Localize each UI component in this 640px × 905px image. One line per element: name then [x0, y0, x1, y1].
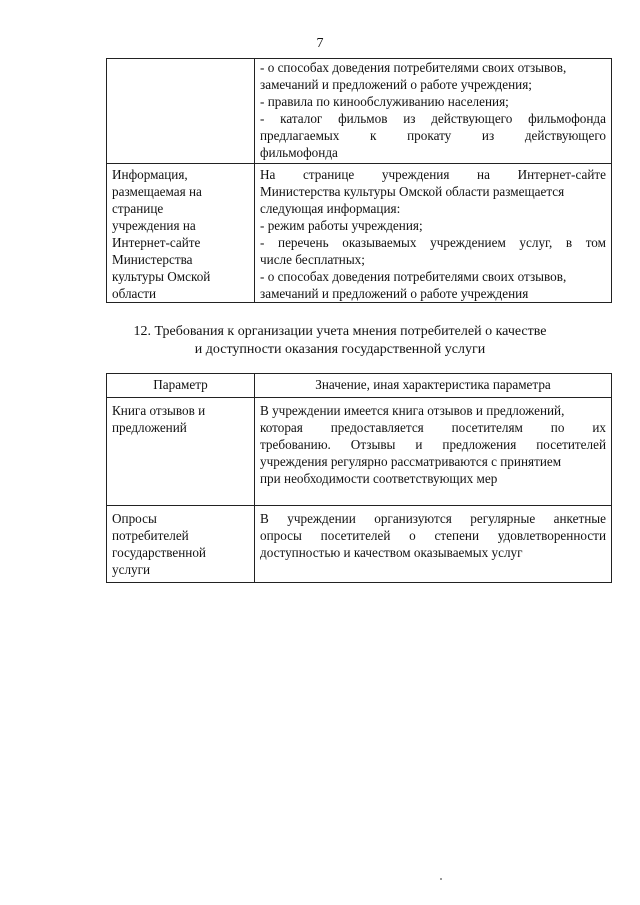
text-line: - о способах доведения потребителями своих отзывов, [260, 269, 567, 284]
label-line: услуги [112, 562, 151, 577]
page-number: 7 [316, 36, 324, 51]
text-line: которая предоставляется посетителям по их [260, 420, 606, 435]
value-cell [255, 506, 612, 583]
text-line: - правила по кинообслуживанию населения; [260, 94, 509, 109]
label-line: культуры Омской [112, 269, 211, 284]
label-line: потребителей [112, 528, 189, 543]
label-line: размещаемая на [112, 184, 202, 199]
label-line: Опросы [112, 511, 157, 526]
table-row [107, 164, 612, 303]
table-row [107, 398, 612, 506]
text-line: учреждения регулярно рассматриваются с принятием [260, 454, 562, 469]
table-header-row [107, 374, 612, 398]
text-line: при необходимости соответствующих мер [260, 471, 498, 486]
text-line: предлагаемых к прокату из действующего [260, 128, 606, 143]
label-line: Информация, [112, 167, 188, 182]
heading-line: и доступности оказания государственной услуги [194, 342, 486, 357]
value-cell [255, 398, 612, 506]
text-line: требованию. Отзывы и предложения посетителей [260, 437, 606, 452]
section-heading [100, 323, 580, 359]
param-cell [107, 59, 255, 164]
text-line: доступностью и качеством оказываемых услуг [260, 545, 523, 560]
text-line: - перечень оказываемых учреждением услуг, в том [260, 235, 606, 250]
text-line: числе бесплатных; [260, 252, 365, 267]
column-header-value: Значение, иная характеристика параметра [255, 374, 612, 398]
column-header-param: Параметр [107, 374, 255, 398]
label-line: государственной [112, 545, 206, 560]
table-row [107, 506, 612, 583]
text-line: - режим работы учреждения; [260, 218, 423, 233]
text-line: - каталог фильмов из действующего фильмофонда [260, 111, 606, 126]
text-line: В учреждении организуются регулярные анкетные [260, 511, 606, 526]
text-line: следующая информация: [260, 201, 401, 216]
value-cell [255, 164, 612, 303]
label-line: предложений [112, 420, 187, 435]
param-cell [107, 164, 255, 303]
text-line: опросы посетителей о степени удовлетворенности [260, 528, 606, 543]
label-line: учреждения на [112, 218, 196, 233]
scan-speck [440, 878, 442, 880]
text-line: фильмофонда [260, 145, 338, 160]
text-line: Министерства культуры Омской области размещается [260, 184, 565, 199]
value-cell [255, 59, 612, 164]
info-table [106, 58, 612, 303]
label-line: области [112, 286, 157, 301]
param-cell [107, 398, 255, 506]
label-line: Книга отзывов и [112, 403, 206, 418]
text-line: замечаний и предложений о работе учреждения; [260, 77, 532, 92]
label-line: Министерства [112, 252, 193, 267]
text-line: замечаний и предложений о работе учреждения [260, 286, 529, 301]
table-row [107, 59, 612, 164]
text-line: - о способах доведения потребителями своих отзывов, [260, 60, 567, 75]
text-line: На странице учреждения на Интернет-сайте [260, 167, 606, 182]
param-cell [107, 506, 255, 583]
heading-line: 12. Требования к организации учета мнения потребителей о качестве [133, 324, 547, 339]
label-line: странице [112, 201, 164, 216]
label-line: Интернет-сайте [112, 235, 201, 250]
feedback-table [106, 373, 612, 583]
text-line: В учреждении имеется книга отзывов и предложений, [260, 403, 565, 418]
